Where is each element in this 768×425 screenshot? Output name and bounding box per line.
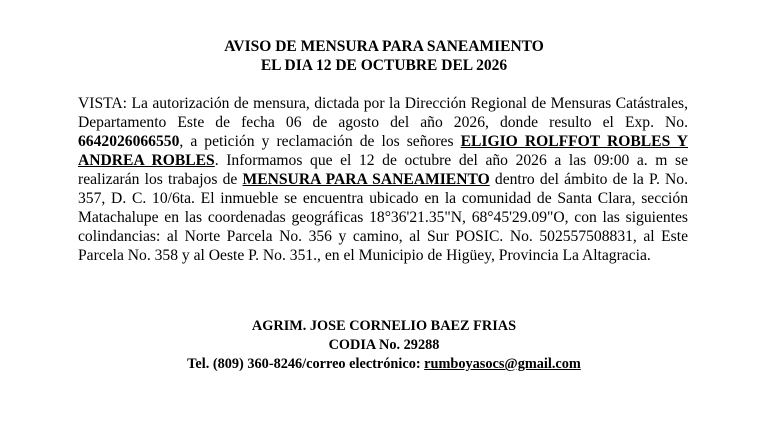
surveyor-name: AGRIM. JOSE CORNELIO BAEZ FRIAS bbox=[251, 318, 517, 334]
work-type: MENSURA PARA SANEAMIENTO bbox=[242, 170, 490, 188]
notice-title: AVISO DE MENSURA PARA SANEAMIENTO bbox=[224, 38, 544, 55]
codia-number: CODIA No. 29288 bbox=[328, 337, 440, 353]
notice-body bbox=[78, 95, 688, 266]
contact-line bbox=[0, 355, 768, 374]
notice-date-heading: EL DIA 12 DE OCTUBRE DEL 2026 bbox=[260, 57, 508, 74]
owners-names: ELIGIO ROLFFOT ROBLES Y ANDREA ROBLES bbox=[78, 132, 688, 169]
body-location: dentro del ámbito de la P. No. 357, D. C. 10/6ta. El inmueble se encuentra ubicado en la comunidad de Santa Clara, sección Matachalupe en las coordenadas geográficas 18°36'21.35"N, 68°45'29.09"O, con las siguientes colindancias: al Norte Parcela No. 356 y camino, al Sur POSIC. No. 502557508831, al Este Parcela No. 358 y al Oeste P. No. 351., en el Municipio de Higüey, Provincia La Altagracia. bbox=[78, 170, 688, 264]
contact-phone: Tel. (809) 360-8246/correo electrónico: bbox=[187, 356, 425, 372]
expedient-number: 6642026066550 bbox=[78, 132, 180, 150]
body-schedule: . Informamos que el 12 de octubre del año 2026 a las 09:00 a. m se realizarán los trabajos de bbox=[78, 151, 689, 188]
body-petition: , a petición y reclamación de los señores bbox=[179, 132, 461, 150]
email-link[interactable]: rumboyasocs@gmail.com bbox=[424, 356, 581, 372]
body-intro: VISTA: La autorización de mensura, dictada por la Dirección Regional de Mensuras Catástrales, Departamento Este de fecha 06 de agosto del año 2026, donde resulto el Exp. No. bbox=[78, 95, 688, 131]
